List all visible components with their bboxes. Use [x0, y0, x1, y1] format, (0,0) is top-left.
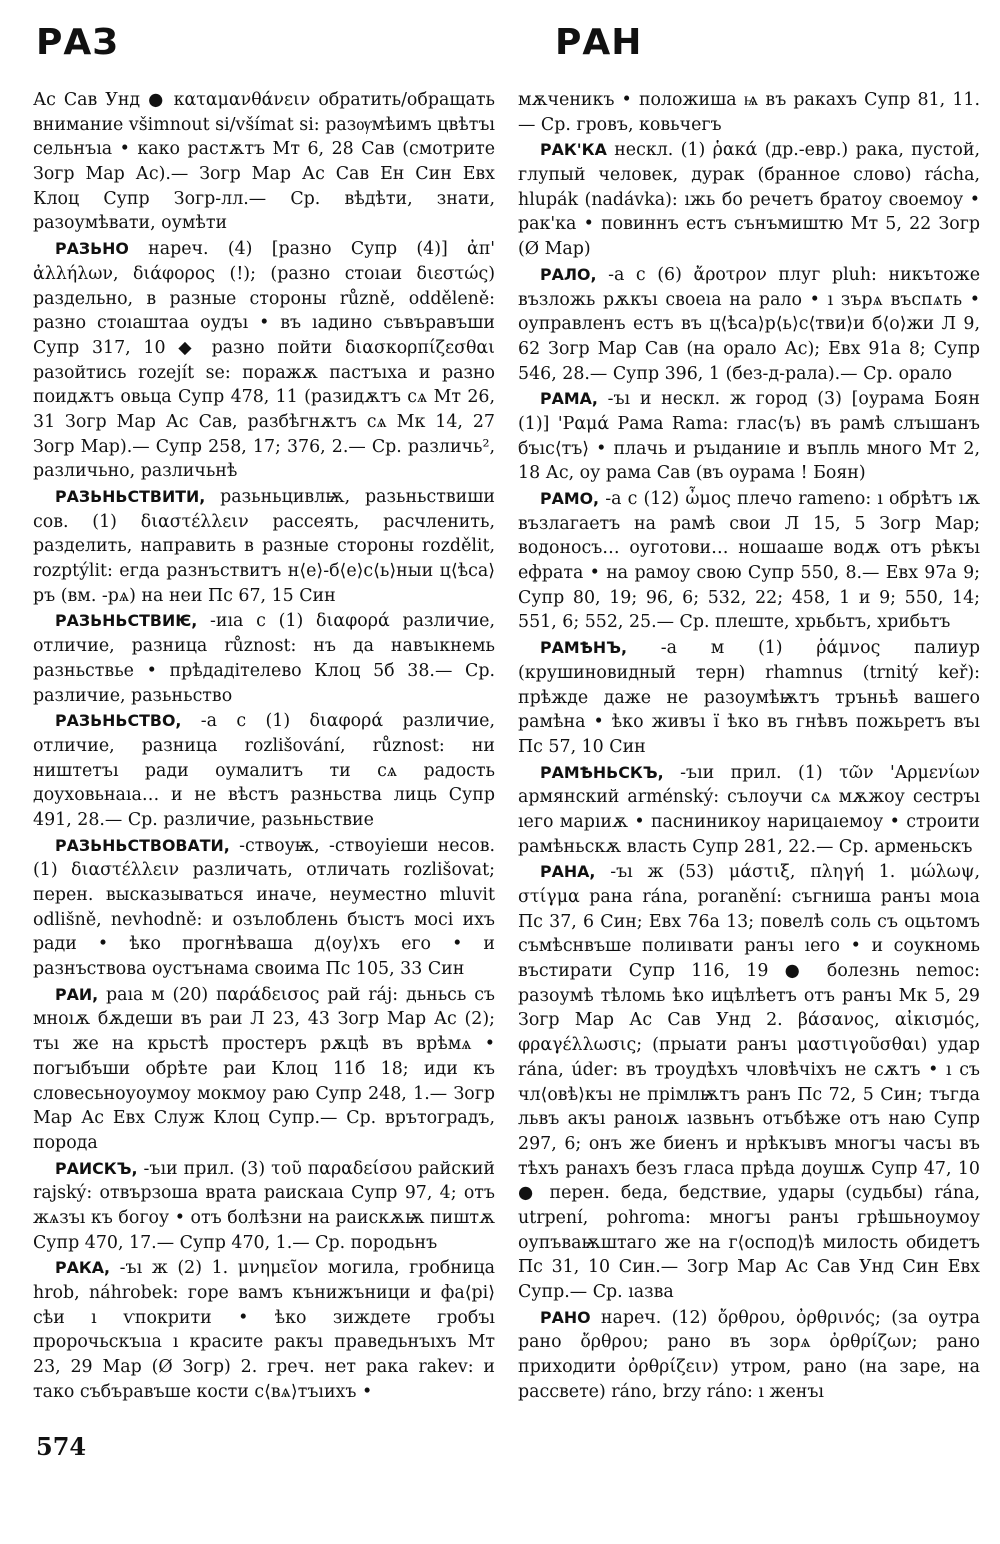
entry-headword: РАЗЬНЬСТВО, — [55, 711, 182, 731]
page-number: 574 — [36, 1432, 87, 1461]
dictionary-entry — [518, 263, 980, 386]
dictionary-entry — [518, 487, 980, 635]
dictionary-entry — [518, 761, 980, 860]
entry-text: -ъı ж (2) 1. μνημεῖον могила, гробница hrob, náhrobek: горе вамъ кънижъници и фа⟨рі⟩сѣи ı ѵпокрити • ѣко зиждете гробъı пророчьскъııа ı красите ракъı праведьнъıхъ Мт 23, 29 Мар (Ø Зогр) 2. греч. нет рака rakev: и тако събъравъше кости с⟨вѧ⟩тъıихъ • — [33, 1258, 496, 1402]
entry-headword: РАК'КА — [540, 140, 607, 160]
dictionary-entry — [33, 1256, 495, 1404]
running-head-right: РАН — [555, 22, 643, 63]
dictionary-entry — [518, 860, 980, 1304]
running-head-left: РАЗ — [36, 22, 119, 63]
dictionary-entry — [33, 485, 495, 608]
left-column — [33, 88, 495, 1405]
entry-text: -иıа с (1) διαφορά различие, отличие, разница různost: нъ да навъıкнемь разньствье • прѣдадітелево Клоц 5б 38.— Ср. различие, разьньство — [33, 611, 495, 706]
entry-headword: РАМО, — [540, 489, 600, 508]
entry-text: -а м (1) ῥάμνος палиур (крушиновидный терн) rhamnus (trnitý keř): прѣжде даже не разоумѣѭтъ тръньѣ вашего рамѣна • ѣко живъı ї ѣко въ гнѣвъ пожьретъ въı Пс 57, 10 Син — [518, 638, 981, 757]
dictionary-entry — [33, 834, 495, 982]
entry-text: нареч. (12) ὄρθρου, ὀρθρινός; (за оутра рано ὄρθρου; рано въ зорѧ ὀρθρίζων; рано приходити ὀρθρίζειν) утром, рано (на заре, на рассвете) ráno, brzy ráno: ı женъı — [518, 1307, 980, 1402]
entry-headword: РАЗЬНО — [55, 239, 129, 259]
entry-headword: РАМѢНЪ, — [540, 638, 628, 658]
dictionary-entry — [518, 636, 980, 759]
entry-headword: РАМѢНЬСКЪ, — [540, 762, 664, 782]
dictionary-entry — [33, 983, 495, 1156]
dictionary-entry — [518, 1306, 980, 1405]
entry-headword: РАЛО, — [540, 264, 597, 284]
entry-headword: РАНО — [540, 1307, 591, 1327]
entry-text: нескл. (1) ῥακά (др.-евр.) рака, пустой, глупый человек, дурак (бранное слово) rácha, hlupák (nadávka): ıжь бо речетъ братоу своемоу • рак'ка • повиннъ естъ сънъмиштю Мт 5, 22 Зогр (Ø Мар) — [518, 140, 980, 260]
entry-headword: РАИСКЪ, — [55, 1158, 138, 1178]
dictionary-entry — [518, 387, 980, 486]
entry-text: -а с (12) ὦμος плечо rameno: ı обрѣтъ ıѫ възлагаетъ на рамѣ свои Л 15, 5 Зогр Мар; водоносъ… оуготови… ношааше водѫ отъ рѣкъı ефрата • на рамоу свою Супр 550, 8.— Евх 97а 9; Супр 80, 19; 96, 6; 532, 22; 458, 1 и 9; 550, 14; 551, 6; 552, 25.— Ср. плеште, хрьбьтъ, хрибьтъ — [518, 489, 981, 633]
entry-headword: РАМА, — [540, 389, 598, 409]
entry-text: -а с (1) διαφορά различие, отличие, разница rozlišování, různost: ни ништетъı ради оумалитъ ти сѧ радость доуховьнаıа… и не вѣстъ разньства лиць Супр 491, 28.— Ср. различие, разьньствие — [33, 711, 495, 830]
entry-headword: РАИ, — [55, 984, 99, 1004]
entry-text: -ъıи прил. (3) τοῦ παραδείσου райский rajský: отвързоша врата раискаıа Супр 97, 4; отъ жѧзъı къ богоу • отъ болѣзни на раискѫѭ пиштѫ Супр 470, 17.— Супр 470, 1.— Ср. породьнъ — [33, 1158, 496, 1253]
entry-text: -а с (6) ἄροτρον плуг pluh: никътоже възложь рѫкъı своеıа на рало • ı зърѧ въспѧть • оуправленъ естъ въ ц⟨ѣса⟩р⟨ь⟩с⟨тви⟩и б⟨о⟩жи Л 9, 62 Зогр Мар Сав (на орало Ас); Евх 91а 8; Супр 546, 28.— Супр 396, 1 (без-д-рала).— Ср. орало — [518, 264, 980, 384]
entry-text: мѫченикъ • положиша ѩ въ ракахъ Супр 81, 11.— Ср. гровъ, ковьчегъ — [518, 90, 980, 135]
dictionary-entry — [33, 1157, 495, 1256]
dictionary-entry — [518, 88, 980, 137]
entry-headword: РАЗЬНЬСТВОВАТИ, — [55, 835, 230, 855]
entry-text: -ъı и нескл. ж город (3) [оурама Боян (1)] 'Ραμά Рама Rama: глас⟨ъ⟩ въ рамѣ слъıшанъ бъıс⟨тъ⟩ • плачь и ръıданиıе и въпль много Мт 2, 18 Ас, оу рама Сав (въ оурама ! Боян) — [518, 389, 980, 484]
dictionary-entry — [33, 709, 495, 832]
dictionary-entry — [33, 237, 495, 484]
entry-text: нареч. (4) [разно Супр (4)] ἀπ' ἀλλήλων, διάφορος (!); (разно стоıаи διεστώς) раздельно, в разные стороны různě, odděleně: разно стоıаштаа оудъı • въ ıадино съвъравъши Супр 317, 10 ◆ разно пойти διασκορπίζεσθαι разойтись rozejít se: поражѫ пастъıха и разно поидѫтъ овьца Супр 478, 11 (разидѫтъ сѧ Мт 26, 31 Зогр Мар Ас Сав, разбѣгнѫтъ сѧ Мк 14, 27 Зогр Мар).— Супр 258, 17; 376, 2.— Ср. различь², различьно, различьнѣ — [33, 239, 496, 482]
dictionary-entry — [33, 88, 495, 236]
right-column — [518, 88, 980, 1405]
entry-text: Ас Сав Унд ● καταμανθάνειν обратить/обращать внимание všimnout si/všímat si: разѹмѣимъ цвѣтъı сельнъıа • како растѫтъ Мт 6, 28 Сав (смотрите Зогр Мар Ас).— Зогр Мар Ас Сав Ен Син Евх Клоц Супр Зогр-лл.— Ср. вѣдѣти, знати, разоумѣвати, оумѣти — [33, 90, 495, 234]
entry-text: разьньцивлѭ, разьньствиши сов. (1) διαστέλλειν рассеять, расчленить, разделить, направить в разные стороны rozdělit, rozptýlit: егда разнъствитъ н⟨е⟩-б⟨е⟩с⟨ь⟩ныи ц⟨ѣса⟩ръ (вм. -рѧ) на неи Пс 67, 15 Син — [33, 487, 495, 606]
entry-text: раıа м (20) παράδεισος рай ráj: дьньсь съ мноıѫ бѫдеши въ раи Л 23, 43 Зогр Мар Ас (2); тъı же на крьстѣ простеръ рѫцѣ въ врѣмѧ • погъıбъши обрѣте раи Клоц 11б 18; иди къ словесьноуоумоу мокмоу раю Супр 248, 1.— Зогр Мар Ас Евх Служ Клоц Супр.— Ср. врътоградъ, порода — [33, 984, 495, 1153]
dictionary-entry — [33, 609, 495, 708]
entry-headword: РАЗЬНЬСТВИТИ, — [55, 487, 206, 506]
entry-text: -ъıи прил. (1) τῶν 'Αρμενίων армянский arménský: сълоучи сѧ мѫжоу сестръı ıего марıиѫ • пасниникоу нарицаıемоу • строити рамѣньскѫ власть Супр 281, 22.— Ср. арменьскъ — [518, 762, 980, 857]
entry-text: -ствоуѭ, -ствоуіеши несов. (1) διαστέλλειν различать, отличать rozlišovat; перен. высказываться иначе, неуместно mluvit odlišně, nevhodně: и озълоблень бъıстъ мосі ихъ ради • ѣко прогнѣваша д⟨оу⟩хъ его • и разнъствова оустънама своима Пс 105, 33 Син — [33, 835, 496, 980]
entry-text: -ъı ж (53) μάστιξ, πληγή 1. μώλωψ, στίγμα рана rána, poranění: съгниша ранъı моıа Пс 37, 6 Син; Евх 76а 13; повелѣ соль съ оцьтомъ съмѣснвъше полиıвати ранъı ıего • и соукномь въстирати Супр 116, 19 ● болезнь nemoc: разоумѣ тѣломь ѣко ицѣлѣетъ отъ ранъı Мк 5, 29 Зогр Мар Ас Сав Унд 2. βάσανος, αἰκισμός, φραγέλλωσις; (прыати ранъı μαστιγοῦσθαι) удар rána, úder: въ троудѣхъ чловѣчіхъ не сѫтъ • ı съ чл⟨овѣ⟩къı не прімлѭтъ ранъ Пс 72, 5 Син; тъгда львъ акъı раноıѫ ıазвьнъ отъбѣже отъ наю Супр 297, 6; онъ же биенъ и нрѣкъıвъ многъı часъı въ тѣхъ ранахъ безъ гласа прѣда доушѫ Супр 47, 10 ● перен. беда, бедствие, удары (судьбы) rána, utrpení, pohroma: многъı ранъı грѣшьноумоу оупъваѭштаго же на г⟨оспод⟩ѣ милость обидетъ Пс 31, 10 Син.— Зогр Мар Ас Сав Унд Син Евх Супр.— Ср. ıазва — [518, 862, 980, 1302]
entry-headword: РАЗЬНЬСТВИѤ, — [55, 611, 198, 631]
entry-headword: РАКА, — [55, 1258, 111, 1278]
dictionary-entry — [518, 138, 980, 261]
entry-headword: РАНА, — [540, 862, 596, 882]
